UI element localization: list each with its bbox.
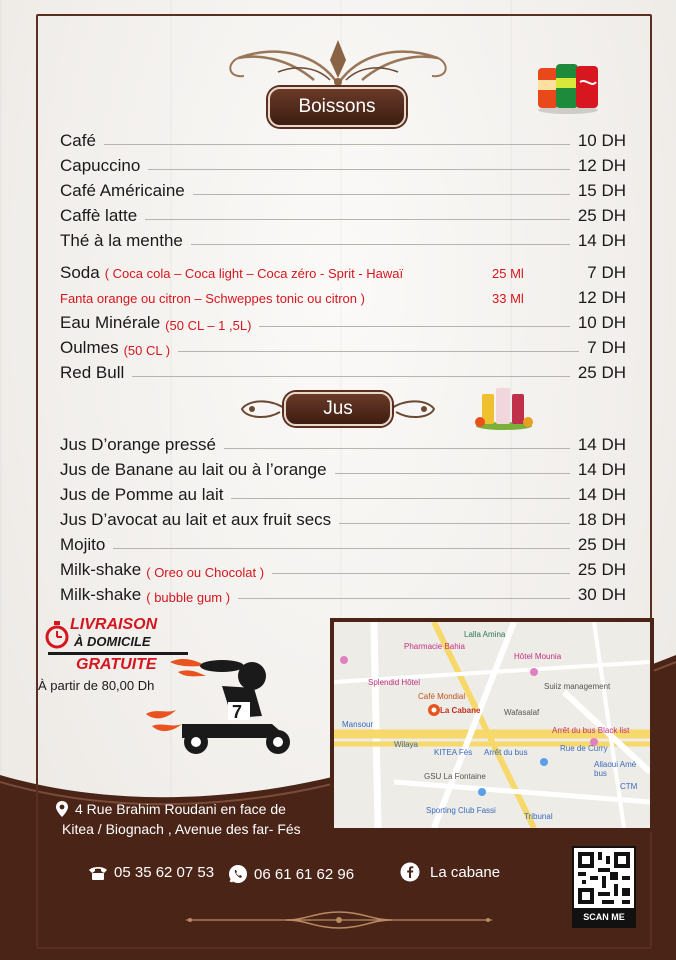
section-title-jus: Jus [284,392,392,426]
menu-item-cafe [60,126,626,151]
qr-label: SCAN ME [574,908,634,926]
facebook-page[interactable] [400,862,500,882]
facebook-name: La cabane [430,863,501,881]
map-label: Café Mondial [418,692,466,701]
map-label: CTM [620,782,638,791]
item-price: 25 DH [577,363,626,382]
item-name: Jus D’avocat au lait et aux fruit secs [60,510,332,529]
map-label: La Cabane [440,706,481,715]
delivery-minimum: À partir de 80,00 Dh [38,678,155,693]
map-label: Pharmacie Bahia [404,642,465,651]
map-label: Wilaya [394,740,419,749]
menu-item-red-bull [60,358,626,383]
bottom-ornament-icon [186,910,492,930]
phone-landline[interactable] [88,864,214,881]
telephone-icon [88,865,108,881]
item-note: (50 CL – 1 ,5L) [165,318,252,333]
facebook-icon [400,862,420,882]
map-label: GSU La Fontaine [424,772,486,781]
item-volume: 25 Ml [492,266,524,281]
item-name: Café Américaine [60,181,185,200]
map-label: Splendid Hôtel [368,678,421,687]
map-label: Allaoui Amé bus [594,760,637,778]
map-label: Mansour [342,720,374,729]
delivery-title: LIVRAISON [70,616,158,633]
item-name: Mojito [60,535,106,554]
item-price: 14 DH [577,485,626,504]
menu-item-oulmes [60,333,626,358]
item-note: ( Coca cola – Coca light – Coca zéro - Sprit - Hawaï [104,266,404,281]
item-name: Capuccino [60,156,141,175]
item-note: Fanta orange ou citron – Schweppes tonic ou citron ) [60,291,365,306]
svg-text:7: 7 [232,702,243,722]
location-pin-icon [56,801,68,817]
map-label: Hôtel Mounia [514,652,562,661]
item-price: 7 DH [587,338,626,357]
item-price: 14 DH [577,231,626,250]
phone-number: 05 35 62 07 53 [114,864,215,881]
delivery-subtitle: À DOMICILE [74,634,151,649]
menu-item-caffe-latte [60,201,626,226]
item-price: 12 DH [577,288,626,307]
item-price: 10 DH [577,131,626,150]
item-name: Caffè latte [60,206,138,225]
menu-item-fanta [60,283,626,308]
menu-item-capuccino [60,151,626,176]
item-note: ( Oreo ou Chocolat ) [146,565,265,580]
item-note: (50 CL ) [123,343,171,358]
item-name: Milk-shake [60,560,142,579]
address-line-1: 4 Rue Brahim Roudani en face de [75,801,286,817]
item-price: 10 DH [577,313,626,332]
map-label: KITEA Fès [434,748,473,757]
item-volume: 33 Ml [492,291,524,306]
menu-item-jus-banane [60,455,626,480]
juice-glasses-icon [474,384,534,430]
item-name: Jus D’orange pressé [60,435,216,454]
address-line-2: Kitea / Biognach , Avenue des far- Fés [62,821,301,837]
item-price: 25 DH [577,535,626,554]
item-price: 15 DH [577,181,626,200]
item-price: 14 DH [577,435,626,454]
item-name: Thé à la menthe [60,231,183,250]
delivery-free: GRATUITE [76,656,157,673]
qr-code[interactable] [572,846,636,928]
menu-item-jus-pomme [60,480,626,505]
item-name: Jus de Pomme au lait [60,485,224,504]
map-label: Wafasalaf [504,708,540,717]
map-label: Tribunal [524,812,553,821]
menu-item-jus-orange [60,430,626,455]
item-price: 18 DH [577,510,626,529]
item-price: 30 DH [577,585,626,604]
item-price: 25 DH [577,560,626,579]
top-ornament-icon [218,34,458,88]
item-price: 25 DH [577,206,626,225]
item-name: Oulmes [60,338,119,357]
item-name: Soda [60,263,100,282]
phone-whatsapp[interactable] [228,864,354,884]
item-name: Milk-shake [60,585,142,604]
map-label: Arrêt du bus [484,748,528,757]
menu-item-mojito [60,530,626,555]
soda-cans-icon [536,58,600,114]
phone-number: 06 61 61 62 96 [254,865,355,883]
item-name: Red Bull [60,363,125,382]
item-price: 12 DH [577,156,626,175]
stopwatch-icon [44,620,70,650]
qr-code-icon [578,852,630,904]
item-note: ( bubble gum ) [146,590,231,605]
menu-item-jus-avocat [60,505,626,530]
menu-item-the-menthe [60,226,626,251]
map-roads [334,622,650,828]
item-price: 7 DH [587,263,626,282]
menu-item-eau-minerale [60,308,626,333]
section-title-boissons: Boissons [268,87,406,127]
map-label: Lalla Amina [464,630,506,639]
location-map[interactable] [330,618,654,832]
map-label: Arrêt du bus Black list [552,726,630,735]
menu-item-milkshake-bubble [60,580,626,605]
map-label: Sporting Club Fassi [426,806,496,815]
item-name: Café [60,131,96,150]
delivery-scooter-icon [142,652,300,756]
item-name: Jus de Banane au lait ou à l’orange [60,460,327,479]
item-name: Eau Minérale [60,313,161,332]
map-label: Rue de Curry [560,744,608,753]
map-label: Suiiz management [544,682,611,691]
item-price: 14 DH [577,460,626,479]
menu-item-cafe-americaine [60,176,626,201]
menu-item-soda [60,258,626,283]
whatsapp-icon [228,864,248,884]
menu-item-milkshake-oreo [60,555,626,580]
